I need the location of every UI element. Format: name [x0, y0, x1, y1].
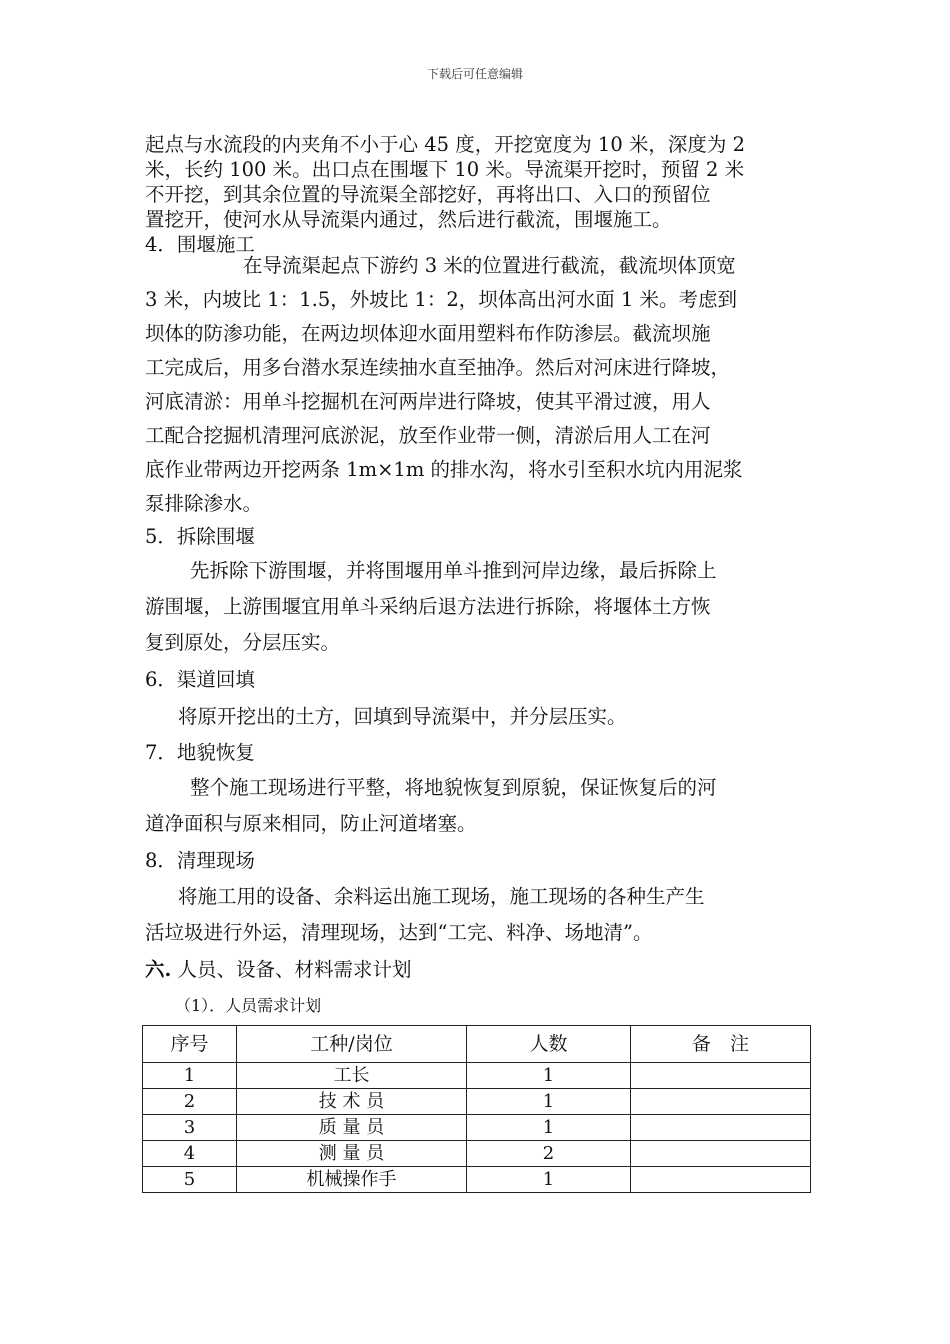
section-heading [145, 954, 412, 982]
table-cell [631, 1115, 811, 1141]
para-line: 活垃圾进行外运，清理现场，达到“工完、料净、场地清”。 [145, 921, 653, 944]
para-line: 将施工用的设备、余料运出施工现场，施工现场的各种生产生 [178, 885, 705, 908]
table-cell [631, 1063, 811, 1089]
para-line: 工完成后，用多台潜水泵连续抽水直至抽净。然后对河床进行降坡， [145, 356, 731, 379]
para-line: 复到原处，分层压实。 [145, 631, 341, 654]
table-row [143, 1063, 811, 1089]
para-line: 米，长约 100 米。出口点在围堰下 10 米。导流渠开挖时，预留 2 米 [145, 158, 745, 181]
table-cell: 1 [467, 1089, 631, 1115]
section-title: 人员、设备、材料需求计划 [177, 958, 412, 981]
table-cell: 技 术 员 [237, 1089, 467, 1115]
heading-cleanup: 8．清理现场 [145, 849, 255, 872]
table-cell: 1 [467, 1063, 631, 1089]
table-cell: 2 [467, 1141, 631, 1167]
para-line: 将原开挖出的土方，回填到导流渠中，并分层压实。 [178, 705, 627, 728]
para-line: 道净面积与原来相同，防止河道堵塞。 [145, 812, 477, 835]
para-line: 整个施工现场进行平整，将地貌恢复到原貌，保证恢复后的河 [190, 776, 717, 799]
heading-backfill: 6．渠道回填 [145, 668, 255, 691]
subheading-staff-plan: （1）．人员需求计划 [175, 996, 322, 1015]
para-line: 泵排除渗水。 [145, 492, 263, 515]
table-row [143, 1115, 811, 1141]
table-cell: 1 [143, 1063, 237, 1089]
section-number: 六. [145, 958, 172, 981]
header-cell: 人数 [467, 1026, 631, 1063]
table-cell: 1 [467, 1115, 631, 1141]
heading-restore: 7．地貌恢复 [145, 741, 255, 764]
table-row [143, 1167, 811, 1193]
heading-remove-cofferdam: 5．拆除围堰 [145, 525, 255, 548]
table-cell: 5 [143, 1167, 237, 1193]
table-cell: 机械操作手 [237, 1167, 467, 1193]
para-line: 底作业带两边开挖两条 1m×1m 的排水沟，将水引至积水坑内用泥浆 [145, 458, 743, 481]
table-cell: 测 量 员 [237, 1141, 467, 1167]
header-cell: 备 注 [631, 1026, 811, 1063]
table-row [143, 1141, 811, 1167]
heading-cofferdam: 4．围堰施工 [145, 233, 255, 256]
table-header-row [143, 1026, 811, 1063]
para-line: 在导流渠起点下游约 3 米的位置进行截流，截流坝体顶宽 [243, 254, 736, 277]
para-line: 置挖开，使河水从导流渠内通过，然后进行截流，围堰施工。 [145, 208, 672, 231]
para-line: 起点与水流段的内夹角不小于心 45 度，开挖宽度为 10 米，深度为 2 [145, 133, 746, 156]
staff-table [142, 1025, 811, 1193]
table-cell [631, 1141, 811, 1167]
para-line: 不开挖，到其余位置的导流渠全部挖好，再将出口、入口的预留位 [145, 183, 711, 206]
table-cell: 3 [143, 1115, 237, 1141]
table-row [143, 1089, 811, 1115]
table-cell: 1 [467, 1167, 631, 1193]
header-cell: 序号 [143, 1026, 237, 1063]
para-line: 工配合挖掘机清理河底淤泥，放至作业带一侧，清淤后用人工在河 [145, 424, 711, 447]
para-line: 先拆除下游围堰，并将围堰用单斗推到河岸边缘，最后拆除上 [190, 559, 717, 582]
table-cell: 工长 [237, 1063, 467, 1089]
table-cell [631, 1167, 811, 1193]
page-header: 下载后可任意编辑 [426, 67, 523, 81]
para-line: 坝体的防渗功能，在两边坝体迎水面用塑料布作防渗层。截流坝施 [145, 322, 711, 345]
table-cell: 4 [143, 1141, 237, 1167]
table-cell: 质 量 员 [237, 1115, 467, 1141]
para-line: 3 米，内坡比 1：1.5，外坡比 1：2，坝体高出河水面 1 米。考虑到 [145, 288, 738, 311]
para-line: 游围堰，上游围堰宜用单斗采纳后退方法进行拆除，将堰体土方恢 [145, 595, 711, 618]
header-cell: 工种/岗位 [237, 1026, 467, 1063]
table-cell [631, 1089, 811, 1115]
para-line: 河底清淤：用单斗挖掘机在河两岸进行降坡，使其平滑过渡，用人 [145, 390, 711, 413]
table-cell: 2 [143, 1089, 237, 1115]
